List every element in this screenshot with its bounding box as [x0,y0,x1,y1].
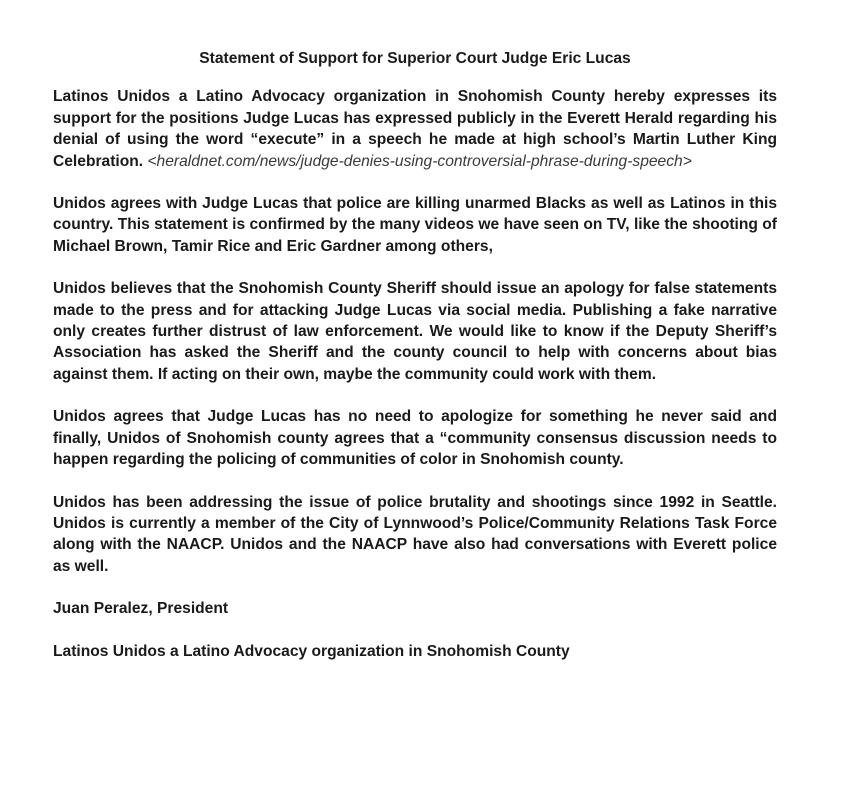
paragraph-police-killings: Unidos agrees with Judge Lucas that police are killing unarmed Blacks as well as Latinos in this country. This statement is confirmed by the many videos we have seen on TV, like the shooting of Michael Brown, Tamir Rice and Eric Gardner among others, [53,195,777,255]
paragraph-sheriff-apology: Unidos believes that the Snohomish County Sheriff should issue an apology for false statements made to the press and for attacking Judge Lucas via social media. Publishing a fake narrative only creates further distrust of law enforcement. We would like to know if the Deputy Sheriff’s Association has asked the Sheriff and the county council to help with concerns about bias against them. If acting on their own, maybe the community could work with them. [53,280,777,383]
signature-name: Juan Peralez, President [53,600,229,618]
paragraph-unidos-history: Unidos has been addressing the issue of police brutality and shootings since 1992 in Seattle. Unidos is currently a member of the City of Lynnwood’s Police/Community Relations Task Force along with the NAACP. Unidos and the NAACP have also had conversations with Everett police as well. [53,493,777,575]
signature-organization: Latinos Unidos a Latino Advocacy organization in Snohomish County [53,642,570,660]
heraldnet-link[interactable]: <heraldnet.com/news/judge-denies-using-controversial-phrase-during-speech> [147,152,692,170]
paragraph-support-statement [53,86,777,172]
paragraph-support-text: Latinos Unidos a Latino Advocacy organization in Snohomish County hereby expresses its support for the positions Judge Lucas has expressed publicly in the Everett Herald regarding his denial of using the word “execute” in a speech he made at high school’s Martin Luther King Celebration. [53,88,777,170]
document-page [53,46,777,683]
document-title: Statement of Support for Superior Court Judge Eric Lucas [199,50,631,67]
paragraph-community-consensus: Unidos agrees that Judge Lucas has no need to apologize for something he never said and finally, Unidos of Snohomish county agrees that a “community consensus discussion needs to happen regarding the policing of communities of color in Snohomish county. [53,408,777,469]
